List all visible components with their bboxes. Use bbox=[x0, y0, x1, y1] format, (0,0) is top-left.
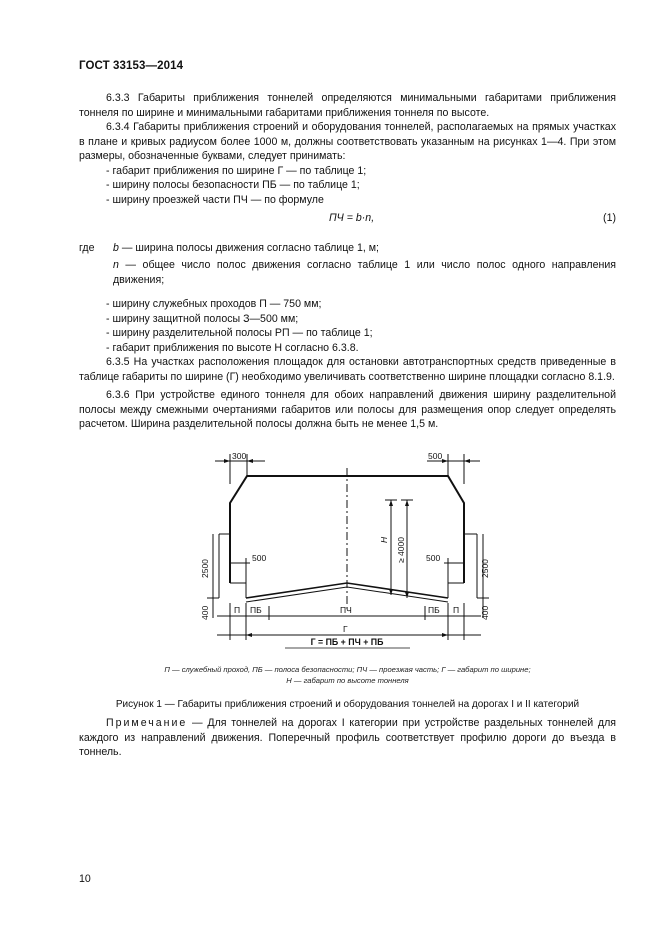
label-PCh: ПЧ bbox=[340, 605, 352, 615]
list-item: - габарит приближения по ширине Г — по таблице 1; bbox=[106, 164, 367, 177]
where-n-symbol: n bbox=[113, 259, 119, 271]
list-item: - ширину разделительной полосы РП — по таблице 1; bbox=[106, 327, 373, 339]
list-item: - ширину служебных проходов П — 750 мм; bbox=[106, 298, 322, 310]
label-P: П bbox=[453, 605, 460, 615]
label-PB: ПБ bbox=[428, 605, 440, 615]
page-number: 10 bbox=[79, 873, 91, 885]
tunnel-clearance-diagram bbox=[195, 448, 505, 658]
where-b bbox=[113, 241, 616, 256]
where-n bbox=[113, 258, 616, 287]
paragraph-6-3-4: 6.3.4 Габариты приближения строений и оборудования тоннелей, располагаемых на прямых участках в плане и кривых радиусом более 1000 м, должны соответствовать указанным на рисунках 1—4. При этом размеры, обозначенные буквами, следует принимать: bbox=[79, 121, 616, 162]
legend-line: Н — габарит по высоте тоннеля bbox=[286, 676, 409, 685]
label-H: Н bbox=[379, 536, 389, 543]
list-item: - габарит приближения по высоте Н согласно 6.3.8. bbox=[106, 341, 359, 354]
dim-label: 400 bbox=[480, 605, 490, 620]
where-n-text: — общее число полос движения согласно таблице 1 или число полос одного направления движения; bbox=[113, 259, 616, 286]
note-label: Примечание bbox=[106, 717, 188, 729]
document-header: ГОСТ 33153—2014 bbox=[79, 60, 184, 72]
dim-label: 500 bbox=[426, 553, 441, 563]
paragraph-6-3-5: 6.3.5 На участках расположения площадок для остановки автотранспортных средств приведенные в таблице габариты по ширине (Г) необходимо увеличивать соответственно ширине площадки согласно 8.1.9. bbox=[79, 356, 616, 383]
dim-label: 300 bbox=[232, 451, 247, 461]
figure-legend bbox=[79, 664, 616, 686]
list-item: - ширину проезжей части ПЧ — по формуле bbox=[106, 193, 324, 206]
figure-formula: Г = ПБ + ПЧ + ПБ bbox=[310, 637, 384, 647]
figure-caption: Рисунок 1 — Габариты приближения строений и оборудования тоннелей на дорогах I и II категорий bbox=[115, 699, 580, 710]
where-b-text: — ширина полосы движения согласно таблице 1, м; bbox=[118, 242, 379, 254]
dim-label: 500 bbox=[252, 553, 267, 563]
paragraph-6-3-3: 6.3.3 Габариты приближения тоннелей определяются минимальными габаритами приближения тоннеля по ширине и минимальными габаритами приближения тоннеля по высоте. bbox=[79, 92, 616, 119]
list-item: - ширину защитной полосы З—500 мм; bbox=[106, 312, 299, 325]
formula-text: ПЧ = b·n, bbox=[329, 212, 375, 224]
dim-label: 2500 bbox=[480, 559, 490, 578]
formula-number: (1) bbox=[603, 212, 616, 224]
paragraph-6-3-6: 6.3.6 При устройстве единого тоннеля для обоих направлений движения ширину разделительной полосы между смежными очертаниями габаритов или полосы для размещения опор следует определять расчетом. Ширина разделительной полосы должна быть не менее 1,5 м. bbox=[79, 389, 616, 430]
label-G: Г bbox=[343, 624, 348, 634]
dim-label: 500 bbox=[428, 451, 443, 461]
dim-label: 2500 bbox=[200, 559, 210, 578]
label-4000: ≥ 4000 bbox=[396, 537, 406, 563]
section-6-3-3-to-6-3-4 bbox=[79, 91, 616, 207]
list-item: - ширину полосы безопасности ПБ — по таблице 1; bbox=[106, 179, 360, 191]
label-PB: ПБ bbox=[250, 605, 262, 615]
legend-line: П — служебный проход, ПБ — полоса безопасности; ПЧ — проезжая часть; Г — габарит по ширине; bbox=[164, 665, 531, 674]
where-b-symbol: b bbox=[113, 242, 119, 254]
label-P: П bbox=[234, 605, 241, 615]
section-lists-6-3-5-6-3-6 bbox=[79, 297, 616, 432]
note-text: — Для тоннелей на дорогах I категории при устройстве раздельных тоннелей для каждого из направлений движения. Поперечный профиль соответствует профилю дороги до въезда в тоннель. bbox=[79, 717, 616, 758]
note bbox=[79, 716, 616, 760]
where-word: где bbox=[79, 242, 95, 254]
dim-label: 400 bbox=[200, 605, 210, 620]
